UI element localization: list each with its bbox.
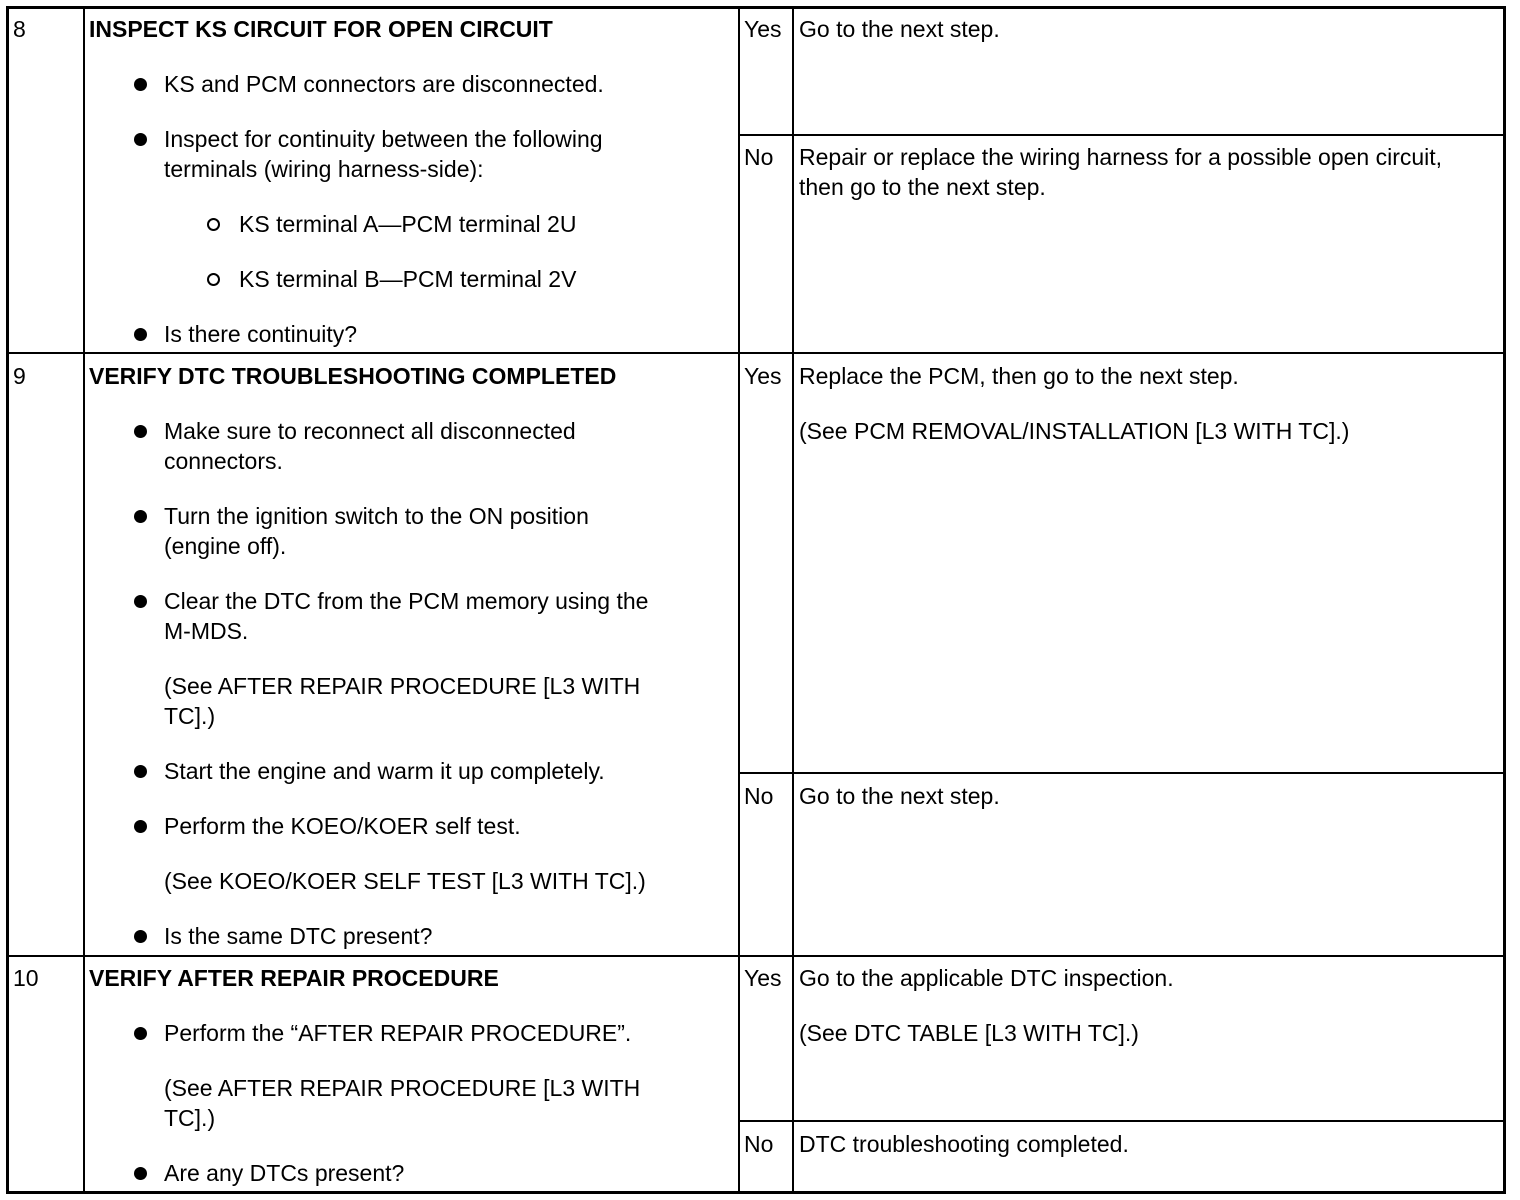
bullet-icon	[134, 425, 147, 438]
no-label: No	[744, 783, 774, 809]
sub-bullet-icon	[207, 218, 220, 231]
no-label: No	[744, 1131, 774, 1157]
no-result: Repair or replace the wiring harness for a possible open circuit,	[799, 144, 1443, 170]
step-title: VERIFY DTC TROUBLESHOOTING COMPLETED	[89, 363, 617, 389]
yes-reference: (See DTC TABLE [L3 WITH TC].)	[799, 1020, 1139, 1046]
action-item: (engine off).	[164, 533, 287, 559]
no-label: No	[744, 144, 774, 170]
action-item: Turn the ignition switch to the ON position	[164, 503, 589, 529]
bullet-icon	[134, 765, 147, 778]
action-item: Is there continuity?	[164, 321, 358, 347]
yes-result: Go to the next step.	[799, 16, 1000, 42]
no-result: DTC troubleshooting completed.	[799, 1131, 1129, 1157]
step-title: INSPECT KS CIRCUIT FOR OPEN CIRCUIT	[89, 16, 553, 42]
step-number: 8	[13, 16, 26, 42]
bullet-icon	[134, 78, 147, 91]
action-item: M-MDS.	[164, 618, 249, 644]
action-item: KS and PCM connectors are disconnected.	[164, 71, 604, 97]
action-reference: (See AFTER REPAIR PROCEDURE [L3 WITH	[164, 1075, 641, 1101]
step-number: 9	[13, 363, 26, 389]
action-subitem: KS terminal A—PCM terminal 2U	[239, 211, 577, 237]
action-item: connectors.	[164, 448, 283, 474]
action-reference: TC].)	[164, 703, 216, 729]
action-item: Perform the KOEO/KOER self test.	[164, 813, 521, 839]
action-item: Clear the DTC from the PCM memory using the	[164, 588, 649, 614]
yes-result: Go to the applicable DTC inspection.	[799, 965, 1174, 991]
bullet-icon	[134, 133, 147, 146]
action-item: Inspect for continuity between the following	[164, 126, 603, 152]
action-subitem: KS terminal B—PCM terminal 2V	[239, 266, 577, 292]
yes-no-divider	[738, 1120, 1503, 1122]
action-item: terminals (wiring harness-side):	[164, 156, 484, 182]
action-reference: TC].)	[164, 1105, 216, 1131]
action-reference: (See AFTER REPAIR PROCEDURE [L3 WITH	[164, 673, 641, 699]
sub-bullet-icon	[207, 273, 220, 286]
action-item: Are any DTCs present?	[164, 1160, 405, 1186]
no-result: then go to the next step.	[799, 174, 1046, 200]
row-divider	[9, 955, 1503, 957]
column-divider	[792, 9, 794, 1191]
bullet-icon	[134, 1167, 147, 1180]
bullet-icon	[134, 930, 147, 943]
bullet-icon	[134, 328, 147, 341]
bullet-icon	[134, 1027, 147, 1040]
action-item: Is the same DTC present?	[164, 923, 433, 949]
yes-label: Yes	[744, 965, 782, 991]
yes-no-divider	[738, 134, 1503, 136]
troubleshooting-table	[6, 6, 1506, 1194]
action-item: Make sure to reconnect all disconnected	[164, 418, 576, 444]
action-item: Start the engine and warm it up completely.	[164, 758, 605, 784]
no-result: Go to the next step.	[799, 783, 1000, 809]
yes-no-divider	[738, 772, 1503, 774]
column-divider	[738, 9, 740, 1191]
yes-label: Yes	[744, 16, 782, 42]
step-number: 10	[13, 965, 39, 991]
bullet-icon	[134, 595, 147, 608]
bullet-icon	[134, 510, 147, 523]
row-divider	[9, 352, 1503, 354]
action-reference: (See KOEO/KOER SELF TEST [L3 WITH TC].)	[164, 868, 646, 894]
bullet-icon	[134, 820, 147, 833]
yes-result: Replace the PCM, then go to the next step.	[799, 363, 1239, 389]
yes-label: Yes	[744, 363, 782, 389]
column-divider	[83, 9, 85, 1191]
action-item: Perform the “AFTER REPAIR PROCEDURE”.	[164, 1020, 632, 1046]
yes-reference: (See PCM REMOVAL/INSTALLATION [L3 WITH TC].)	[799, 418, 1350, 444]
step-title: VERIFY AFTER REPAIR PROCEDURE	[89, 965, 499, 991]
